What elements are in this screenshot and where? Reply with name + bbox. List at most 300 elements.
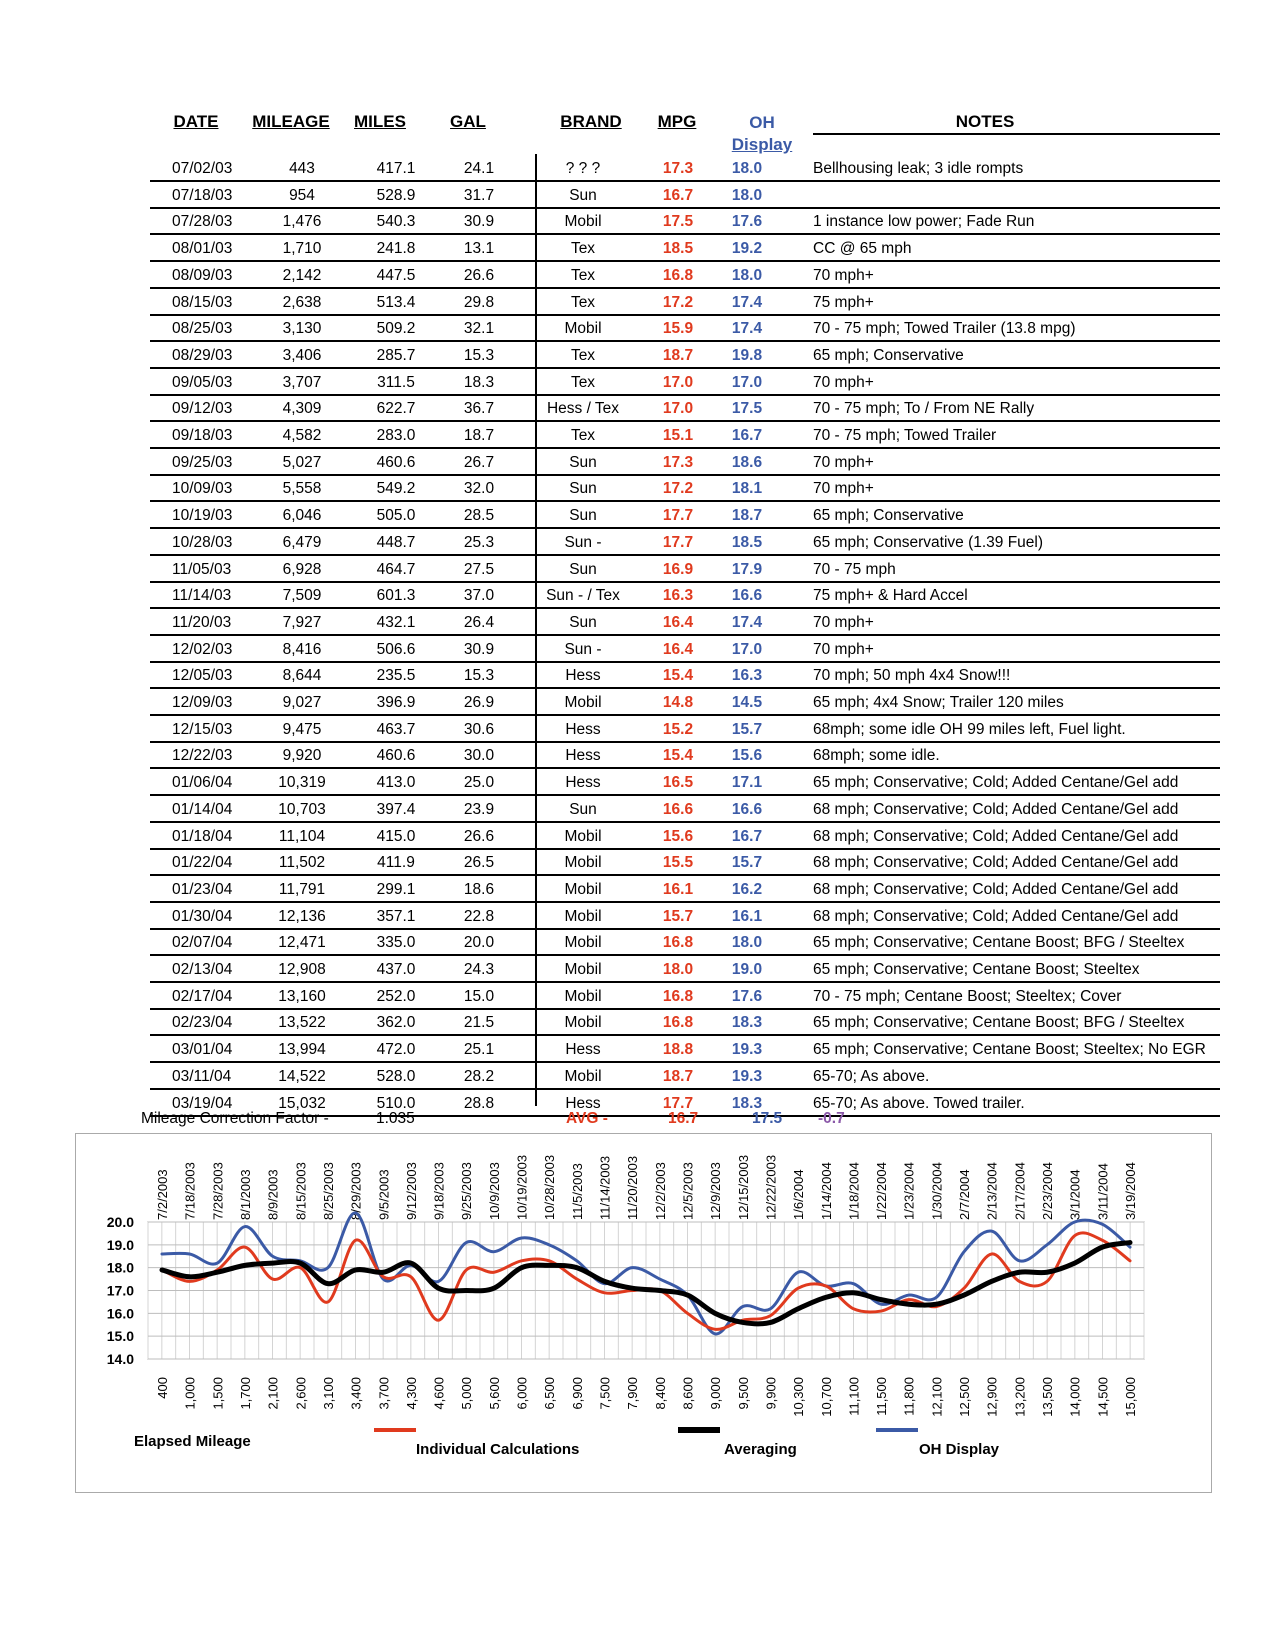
oh-display-cell: 15.7 [731,720,763,738]
bottom-axis-mileage-label: 1,700 [237,1377,253,1410]
gallons-cell: 29.8 [463,293,495,311]
brand-cell: Sun - [564,533,602,551]
miles-cell: 460.6 [376,453,416,471]
miles-cell: 417.1 [376,160,416,177]
miles-cell: 447.5 [376,266,416,284]
miles-cell: 506.6 [376,640,416,658]
legend-oh-display-label: OH Display [919,1441,1000,1458]
miles-cell: 357.1 [376,907,416,925]
brand-cell: Mobil [564,694,602,711]
brand-cell: Hess / Tex [546,400,620,418]
notes-cell: 68 mph; Conservative; Cold; Added Centane/Gel add [813,854,1179,872]
brand-cell: Tex [570,266,596,284]
oh-display-cell: 18.0 [731,160,763,177]
mileage-cell: 9,475 [282,720,322,738]
mileage-cell: 13,994 [278,1041,326,1059]
date-cell: 02/17/04 [172,987,233,1005]
top-axis-date-label: 3/1/2004 [1067,1169,1083,1220]
brand-cell: ? ? ? [565,160,601,177]
oh-display-cell: 18.7 [731,507,763,525]
miles-cell: 241.8 [376,240,416,258]
brand-cell: Sun [569,480,597,498]
header-brand: BRAND [560,112,622,131]
bottom-axis-mileage-label: 6,900 [569,1377,585,1410]
miles-cell: 472.0 [376,1041,416,1059]
date-cell: 02/13/04 [172,961,233,978]
brand-cell: Mobil [564,854,602,872]
notes-cell: 68 mph; Conservative; Cold; Added Centane/Gel add [813,827,1179,845]
table-row [150,955,1220,983]
brand-cell: Sun [569,186,597,204]
bottom-axis-mileage-label: 9,500 [735,1377,751,1410]
date-cell: 10/28/03 [172,533,233,551]
mileage-cell: 11,791 [278,880,326,898]
date-cell: 12/22/03 [172,747,233,765]
table-row [150,394,1220,422]
brand-cell: Tex [570,373,596,391]
mileage-cell: 7,509 [282,587,322,605]
gallons-cell: 26.7 [463,453,495,471]
notes-cell: 70 mph+ [813,266,874,284]
notes-cell: 70 mph; 50 mph 4x4 Snow!!! [813,667,1011,685]
oh-display-cell: 17.4 [731,613,763,631]
oh-display-cell: 19.8 [731,346,763,364]
date-cell: 08/09/03 [172,266,233,284]
miles-cell: 252.0 [376,987,416,1005]
bottom-axis-mileage-label: 5,600 [486,1377,502,1410]
miles-cell: 396.9 [376,694,416,711]
oh-display-cell: 16.1 [731,907,763,925]
header-miles: MILES [354,112,406,131]
gallons-cell: 15.3 [463,667,495,685]
brand-cell: Hess [565,747,601,765]
mpg-cell: 17.2 [662,293,694,311]
top-axis-date-label: 1/22/2004 [874,1162,890,1220]
oh-display-cell: 16.7 [731,827,763,845]
mpg-cell: 17.3 [662,453,694,471]
top-axis-date-label: 11/14/2003 [597,1155,613,1220]
brand-cell: Sun - / Tex [546,587,620,605]
mileage-cell: 5,027 [282,453,322,471]
top-axis-date-label: 10/19/2003 [514,1154,530,1220]
table-row [150,875,1220,903]
x-axis-title: Elapsed Mileage [134,1433,251,1450]
gallons-cell: 27.5 [463,560,495,578]
date-cell: 11/20/03 [172,613,232,631]
mpg-cell: 16.8 [662,987,694,1005]
mpg-cell: 15.4 [662,747,694,765]
mpg-cell: 16.8 [662,934,694,952]
notes-cell: 68 mph; Conservative; Cold; Added Centane/Gel add [813,907,1179,925]
oh-display-cell: 18.0 [731,266,763,284]
top-axis-date-label: 1/23/2004 [901,1162,917,1220]
brand-cell: Sun [569,453,597,471]
avg-mpg: 16.7 [668,1110,699,1127]
top-axis-date-label: 2/13/2004 [984,1162,1000,1220]
mileage-cell: 954 [289,186,315,204]
brand-cell: Hess [565,1094,601,1112]
table-row [150,314,1220,342]
mileage-cell: 14,522 [278,1067,326,1085]
avg-difference: -0.7 [818,1110,845,1127]
mpg-cell: 18.0 [662,961,694,978]
notes-cell: 65 mph; Conservative; Centane Boost; Steeltex; No EGR [813,1041,1206,1059]
top-axis-date-label: 7/2/2003 [155,1169,170,1220]
notes-header-rule [813,133,1220,135]
oh-display-cell: 17.1 [731,774,763,792]
notes-cell: 70 - 75 mph; Towed Trailer [813,427,997,444]
top-axis-date-label: 1/30/2004 [929,1162,945,1220]
miles-cell: 513.4 [376,293,416,311]
brand-cell: Mobil [564,1067,602,1085]
mpg-cell: 16.7 [662,186,694,204]
notes-cell: 65 mph; Conservative (1.39 Fuel) [813,533,1044,551]
mileage-cell: 3,130 [282,320,322,338]
mpg-cell: 17.0 [662,373,694,391]
brand-cell: Sun [569,507,597,525]
gallons-cell: 23.9 [463,800,495,818]
table-row [150,768,1220,796]
top-axis-date-label: 3/19/2004 [1123,1162,1138,1220]
table-row [150,421,1220,449]
gallons-cell: 26.6 [463,266,495,284]
table-row [150,715,1220,743]
oh-display-cell: 17.4 [731,293,763,311]
notes-cell: 70 mph+ [813,453,874,471]
gallons-cell: 15.3 [463,346,495,364]
table-row [150,555,1220,583]
bottom-axis-mileage-label: 3,700 [376,1377,392,1410]
bottom-axis-mileage-label: 6,000 [514,1377,530,1410]
table-row [150,341,1220,369]
date-cell: 08/29/03 [172,346,233,364]
header-mileage: MILEAGE [252,112,330,131]
mileage-cell: 443 [289,160,315,177]
date-cell: 01/14/04 [172,800,233,818]
top-axis-date-label: 11/20/2003 [625,1155,641,1220]
brand-cell: Mobil [564,961,602,978]
header-notes: NOTES [955,112,1015,131]
top-axis-date-label: 2/17/2004 [1012,1162,1028,1220]
top-axis-date-label: 11/5/2003 [569,1163,585,1220]
top-axis-date-label: 9/5/2003 [376,1169,392,1220]
miles-cell: 411.9 [377,854,415,872]
mpg-chart [75,1133,1212,1493]
mpg-cell: 15.9 [662,320,694,338]
top-axis-date-label: 7/28/2003 [210,1162,226,1220]
table-row [150,661,1220,689]
date-cell: 11/14/03 [172,587,232,605]
mileage-cell: 12,908 [278,961,326,978]
brand-cell: Mobil [564,827,602,845]
miles-cell: 460.6 [376,747,416,765]
mpg-cell: 18.5 [662,240,694,258]
top-axis-date-label: 12/9/2003 [708,1162,724,1220]
gallons-cell: 30.6 [463,720,495,738]
brand-cell: Mobil [564,880,602,898]
bottom-axis-mileage-label: 15,000 [1123,1377,1138,1417]
bottom-axis-mileage-label: 11,500 [874,1377,890,1416]
mileage-cell: 1,476 [282,213,322,231]
miles-cell: 601.3 [376,587,416,605]
avg-oh: 17.5 [752,1110,783,1127]
top-axis-date-label: 8/9/2003 [265,1169,281,1220]
miles-cell: 235.5 [376,667,416,685]
miles-cell: 415.0 [376,827,416,845]
mpg-cell: 16.6 [662,800,694,818]
date-cell: 10/09/03 [172,480,233,498]
mileage-cell: 3,707 [282,373,322,391]
notes-cell: 1 instance low power; Fade Run [813,213,1035,231]
bottom-axis-mileage-label: 11,800 [901,1377,917,1416]
oh-display-cell: 17.0 [731,640,763,658]
notes-cell: 65 mph; Conservative [813,507,964,525]
notes-cell: 70 - 75 mph; Towed Trailer (13.8 mpg) [813,320,1076,338]
avg-label: AVG - [566,1110,608,1127]
date-cell: 08/25/03 [172,320,233,338]
table-row [150,822,1220,850]
gallons-cell: 25.3 [463,533,495,551]
gallons-cell: 36.7 [463,400,495,418]
bottom-axis-mileage-label: 9,000 [708,1377,724,1410]
top-axis-date-label: 12/5/2003 [680,1162,696,1220]
y-tick-label: 16.0 [106,1305,134,1322]
bottom-axis-mileage-label: 7,500 [597,1377,613,1410]
gallons-cell: 26.4 [463,613,495,631]
bottom-axis-mileage-label: 12,100 [929,1377,945,1417]
bottom-axis-mileage-label: 1,500 [210,1377,226,1410]
brand-cell: Hess [565,774,601,792]
date-cell: 02/23/04 [172,1014,233,1032]
miles-cell: 432.1 [376,613,416,631]
mileage-cell: 10,319 [278,774,326,792]
miles-cell: 397.4 [376,800,416,818]
miles-cell: 448.7 [376,533,416,551]
date-cell: 12/15/03 [172,720,233,738]
mpg-cell: 18.8 [662,1041,694,1059]
header-mpg: MPG [657,112,697,131]
date-cell: 07/02/03 [172,160,233,177]
notes-cell: 68mph; some idle OH 99 miles left, Fuel light. [813,720,1126,738]
mpg-cell: 16.4 [662,640,694,658]
top-axis-date-label: 8/29/2003 [348,1162,364,1220]
bottom-axis-mileage-label: 4,300 [403,1377,419,1410]
gallons-cell: 30.0 [463,747,495,765]
brand-cell: Mobil [564,987,602,1005]
notes-cell: 68 mph; Conservative; Cold; Added Centane/Gel add [813,880,1179,898]
y-tick-label: 18.0 [106,1259,134,1276]
brand-cell: Sun [569,560,597,578]
mileage-cell: 12,471 [278,934,326,952]
miles-cell: 335.0 [376,934,416,952]
miles-cell: 528.0 [376,1067,416,1085]
brand-cell: Sun [569,613,597,631]
top-axis-date-label: 1/18/2004 [846,1162,862,1220]
notes-cell: 70 mph+ [813,480,874,498]
mileage-cell: 2,638 [282,293,322,311]
top-axis-date-label: 8/15/2003 [293,1162,309,1220]
oh-display-cell: 18.0 [731,186,763,204]
oh-display-cell: 14.5 [731,694,763,711]
oh-display-cell: 19.2 [731,240,763,258]
date-cell: 10/19/03 [172,507,233,525]
gallons-cell: 26.5 [463,854,495,872]
notes-cell: 70 - 75 mph; To / From NE Rally [813,400,1035,418]
top-axis-date-label: 12/15/2003 [735,1154,751,1220]
gallons-cell: 18.7 [463,427,495,444]
date-cell: 03/11/04 [172,1067,232,1085]
table-row [150,902,1220,930]
notes-cell: 70 - 75 mph; Centane Boost; Steeltex; Cover [813,987,1122,1005]
notes-cell: Bellhousing leak; 3 idle rompts [813,160,1024,177]
bottom-axis-mileage-label: 5,000 [459,1377,475,1410]
mileage-cell: 6,046 [282,507,322,525]
gallons-cell: 22.8 [463,907,495,925]
notes-cell: 65 mph; Conservative; Centane Boost; BFG / Steeltex [813,934,1185,952]
gallons-cell: 30.9 [463,640,495,658]
brand-cell: Sun - [564,640,602,658]
table-row [150,448,1220,476]
correction-factor-label: Mileage Correction Factor - [141,1110,329,1127]
mpg-cell: 15.6 [662,827,694,845]
notes-cell: 70 - 75 mph [813,560,896,578]
date-cell: 11/05/03 [172,560,232,578]
gallons-cell: 20.0 [463,934,495,952]
bottom-axis-mileage-label: 8,400 [652,1377,668,1410]
miles-cell: 622.7 [376,400,416,418]
bottom-axis-mileage-label: 12,900 [984,1377,1000,1417]
top-axis-date-label: 2/23/2004 [1040,1162,1056,1220]
table-row [150,848,1220,876]
miles-cell: 283.0 [376,427,416,444]
notes-cell: 65 mph; Conservative [813,346,964,364]
oh-display-cell: 17.6 [731,987,763,1005]
table-row [150,1062,1220,1090]
bottom-axis-mileage-label: 14,000 [1067,1377,1083,1417]
mileage-cell: 1,710 [282,240,322,258]
brand-cell: Tex [570,240,596,258]
table-row [150,181,1220,209]
top-axis-date-label: 9/18/2003 [431,1162,447,1220]
top-axis-date-label: 8/25/2003 [320,1162,336,1220]
bottom-axis-mileage-label: 2,600 [293,1377,309,1410]
table-row [150,928,1220,956]
top-axis-date-label: 3/11/2004 [1095,1163,1111,1220]
notes-cell: 70 mph+ [813,373,874,391]
oh-display-cell: 19.3 [731,1041,763,1059]
mileage-cell: 15,032 [278,1094,326,1112]
top-axis-date-label: 9/25/2003 [459,1162,475,1220]
mileage-cell: 12,136 [278,907,326,925]
date-cell: 01/18/04 [172,827,233,845]
oh-display-cell: 16.6 [731,800,763,818]
notes-cell: 65 mph; Conservative; Centane Boost; BFG / Steeltex [813,1014,1185,1032]
oh-display-cell: 18.3 [731,1014,763,1032]
notes-cell: 70 mph+ [813,613,874,631]
date-cell: 01/22/04 [172,854,233,872]
date-cell: 01/06/04 [172,774,233,792]
miles-cell: 285.7 [376,346,416,364]
mileage-cell: 11,502 [278,854,326,872]
mileage-cell: 7,927 [282,613,322,631]
miles-cell: 549.2 [376,480,416,498]
brand-cell: Hess [565,667,601,685]
mpg-cell: 16.8 [662,266,694,284]
mileage-cell: 13,522 [278,1014,326,1032]
bottom-axis-mileage-label: 10,300 [791,1377,807,1417]
oh-display-cell: 16.3 [731,667,763,685]
table-row [150,154,1220,182]
mpg-cell: 17.3 [662,160,694,177]
date-cell: 07/18/03 [172,186,233,204]
bottom-axis-mileage-label: 14,500 [1095,1377,1111,1417]
gallons-cell: 18.3 [463,373,495,391]
gallons-cell: 26.6 [463,827,495,845]
mileage-cell: 8,644 [282,667,322,685]
miles-cell: 299.1 [376,880,416,898]
y-tick-label: 15.0 [106,1328,134,1345]
bottom-axis-mileage-label: 13,200 [1012,1377,1028,1417]
oh-display-cell: 15.6 [731,747,763,765]
bottom-axis-mileage-label: 8,600 [680,1377,696,1410]
brand-cell: Tex [570,427,596,444]
brand-cell: Hess [565,720,601,738]
y-tick-label: 14.0 [106,1351,134,1367]
mpg-cell: 15.2 [662,720,694,738]
mileage-cell: 9,027 [282,694,322,711]
date-cell: 01/23/04 [172,880,233,898]
top-axis-date-label: 12/22/2003 [763,1154,779,1220]
brand-cell: Tex [570,293,596,311]
notes-cell: 75 mph+ [813,293,874,311]
mpg-cell: 15.4 [662,667,694,685]
bottom-axis-mileage-label: 7,900 [625,1377,641,1410]
notes-cell: 65-70; As above. [813,1067,930,1085]
notes-cell: 68 mph; Conservative; Cold; Added Centane/Gel add [813,800,1179,818]
miles-cell: 464.7 [376,560,416,578]
oh-display-cell: 17.4 [731,320,763,338]
header-gal: GAL [450,112,486,131]
table-row [150,234,1220,262]
table-row [150,795,1220,823]
gallons-cell: 24.1 [463,160,495,177]
mpg-cell: 18.7 [662,346,694,364]
bottom-axis-mileage-label: 4,600 [431,1377,447,1410]
date-cell: 03/01/04 [172,1041,233,1059]
date-cell: 09/18/03 [172,427,233,444]
header-oh-line1: OH [749,113,775,132]
miles-cell: 463.7 [376,720,416,738]
notes-cell: 65-70; As above. Towed trailer. [813,1094,1025,1112]
oh-display-cell: 17.0 [731,373,763,391]
date-cell: 12/02/03 [172,640,233,658]
mpg-cell: 16.3 [662,587,694,605]
table-row [150,1008,1220,1036]
top-axis-date-label: 10/9/2003 [486,1162,502,1220]
miles-cell: 505.0 [376,507,416,525]
top-axis-date-label: 7/18/2003 [182,1162,198,1220]
bottom-axis-mileage-label: 9,900 [763,1377,779,1410]
mpg-cell: 17.7 [662,1094,694,1112]
date-cell: 09/12/03 [172,400,233,418]
mileage-cell: 11,104 [278,827,326,845]
gallons-cell: 21.5 [463,1014,495,1032]
table-row [150,207,1220,235]
gallons-cell: 15.0 [463,987,495,1005]
date-cell: 02/07/04 [172,934,233,952]
miles-cell: 509.2 [376,320,416,338]
oh-display-cell: 19.0 [731,961,763,978]
